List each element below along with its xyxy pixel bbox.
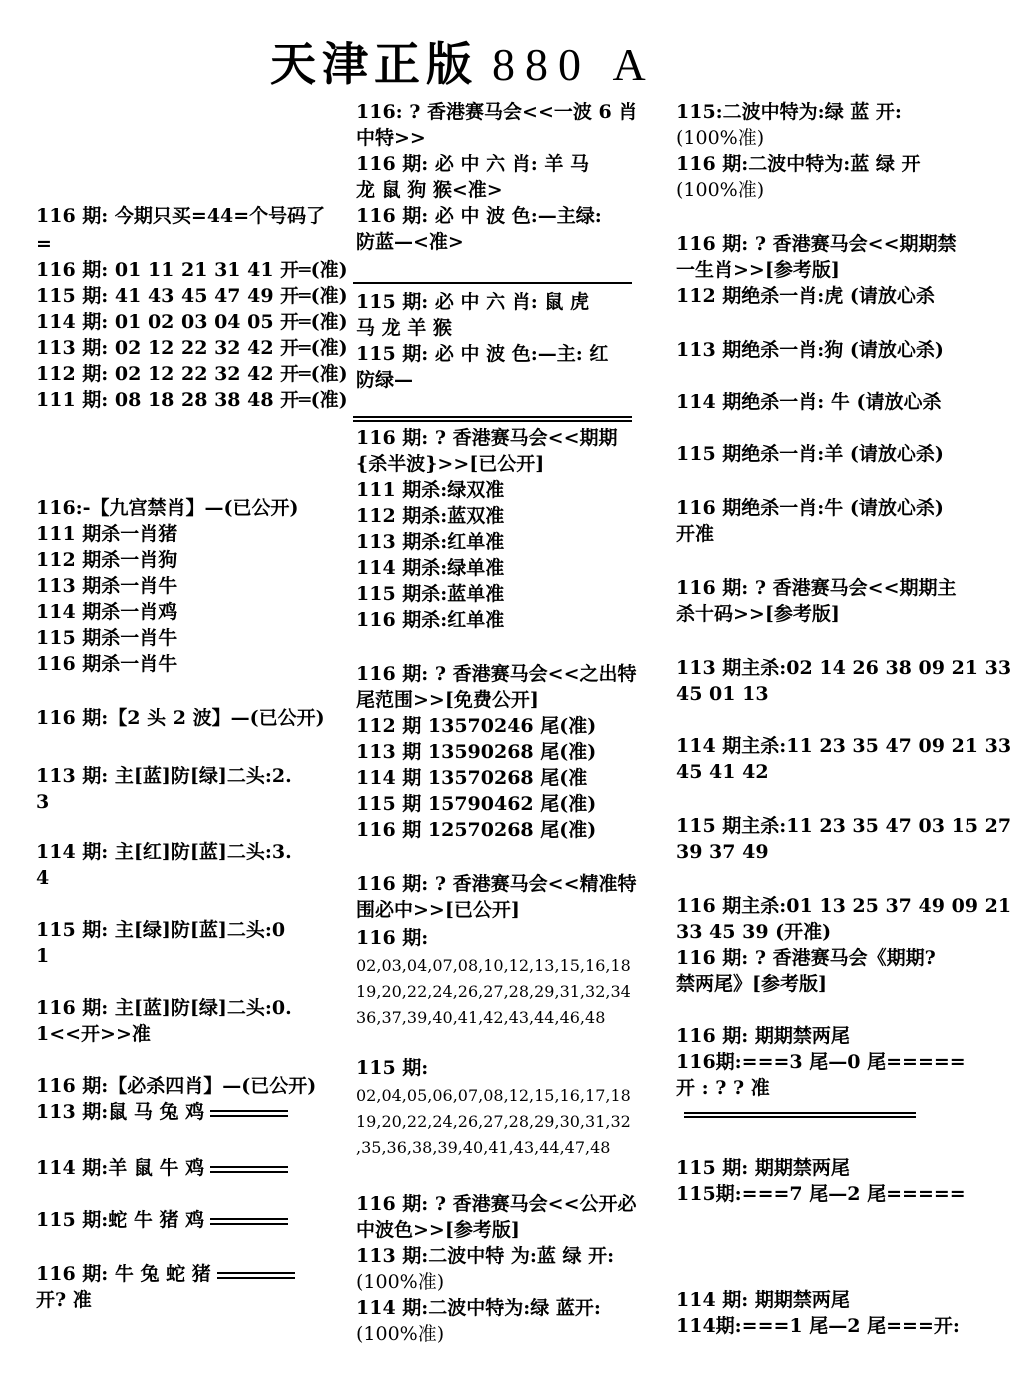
text-line: 111 期: 08 18 28 38 48 开═(准) bbox=[36, 389, 348, 411]
double-divider bbox=[353, 416, 632, 422]
text-line: 112 期 13570246 尾(准) bbox=[356, 715, 597, 737]
text-line: 113 期杀:红单准 bbox=[356, 531, 505, 553]
text-line: 115 期主杀:11 23 35 47 03 15 27 bbox=[676, 815, 1012, 837]
text-line: (100%准) bbox=[356, 1323, 445, 1345]
text-line: 116 期杀一肖牛 bbox=[36, 653, 178, 675]
text-line: 3 bbox=[36, 791, 50, 813]
text-line: 116 期: ? 香港赛马会<<精准特 bbox=[356, 873, 637, 895]
text-line: 113 期 13590268 尾(准) bbox=[356, 741, 597, 763]
text-line: 115 期: 41 43 45 47 49 开═(准) bbox=[36, 285, 348, 307]
text-line: 116 期: ? 香港赛马会<<公开必 bbox=[356, 1193, 637, 1215]
text-line: 一生肖>>[参考版] bbox=[676, 259, 840, 281]
text-line: 112 期杀一肖狗 bbox=[36, 549, 178, 571]
text-line: 尾范围>>[免费公开] bbox=[356, 689, 539, 711]
text-line: 中波色>>[参考版] bbox=[356, 1219, 520, 1241]
text-line: 开 : ? ? 准 bbox=[676, 1077, 770, 1099]
text-line: 111 期杀一肖猪 bbox=[36, 523, 178, 545]
number-list: 36,37,39,40,41,42,43,44,46,48 bbox=[356, 1008, 606, 1027]
section-heading: 116 期:【必杀四肖】—(已公开) bbox=[36, 1075, 317, 1097]
title-text: 天津正版 bbox=[270, 39, 478, 90]
text-line: 114 期 13570268 尾(准 bbox=[356, 767, 588, 789]
text-line: 115 期杀:蓝单准 bbox=[356, 583, 505, 605]
text-line bbox=[36, 1208, 288, 1232]
text-line bbox=[36, 1100, 288, 1124]
text-line: 4 bbox=[36, 867, 50, 889]
text-line: 116 期主杀:01 13 25 37 49 09 21 bbox=[676, 895, 1012, 917]
text-line: 116 期: 必 中 六 肖: 羊 马 bbox=[356, 153, 589, 175]
text-line bbox=[36, 1156, 288, 1180]
text-line: 116 期: bbox=[356, 927, 429, 949]
text-line: 马 龙 羊 猴 bbox=[356, 317, 452, 339]
text-line: 1<<开>>准 bbox=[36, 1023, 151, 1045]
double-rule bbox=[210, 1166, 288, 1173]
text-line: 杀十码>>[参考版] bbox=[676, 603, 840, 625]
text-line: {杀半波}>>[已公开] bbox=[356, 453, 545, 475]
page-title bbox=[270, 28, 656, 94]
text-line: (100%准) bbox=[676, 179, 765, 201]
text-line: 1 bbox=[36, 945, 50, 967]
text-line: 116 期: ? 香港赛马会<<期期主 bbox=[676, 577, 957, 599]
double-rule bbox=[210, 1110, 288, 1117]
text-line: 115 期: 期期禁两尾 bbox=[676, 1157, 850, 1179]
text-line: 116 期: ? 香港赛马会<<之出特 bbox=[356, 663, 637, 685]
text-line: 防绿— bbox=[356, 369, 414, 391]
number-list: 19,20,22,24,26,27,28,29,30,31,32 bbox=[356, 1112, 631, 1131]
text-line: 113 期:二波中特 为:蓝 绿 开: bbox=[356, 1245, 615, 1267]
text-line: 112 期杀:蓝双准 bbox=[356, 505, 505, 527]
text-line: 114 期主杀:11 23 35 47 09 21 33 bbox=[676, 735, 1012, 757]
text-line: 114 期: 期期禁两尾 bbox=[676, 1289, 850, 1311]
text-line: 115:二波中特为:绿 蓝 开: bbox=[676, 101, 902, 123]
text-line: 115 期绝杀一肖:羊 (请放心杀) bbox=[676, 443, 944, 465]
text-line: 114 期: 01 02 03 04 05 开═(准) bbox=[36, 311, 348, 333]
text-line: 115 期: 必 中 六 肖: 鼠 虎 bbox=[356, 291, 589, 313]
text-line: 115 期杀一肖牛 bbox=[36, 627, 178, 649]
line-text: 113 期:鼠 马 兔 鸡 bbox=[36, 1101, 205, 1123]
title-code: 880 A bbox=[492, 39, 656, 90]
text-line: 39 37 49 bbox=[676, 841, 769, 863]
text-line: 116 期:二波中特为:蓝 绿 开 bbox=[676, 153, 921, 175]
text-line: 114 期绝杀一肖: 牛 (请放心杀 bbox=[676, 391, 942, 413]
section-heading: 116 期:【2 头 2 波】—(已公开) bbox=[36, 707, 325, 729]
double-rule bbox=[217, 1272, 295, 1279]
text-line: 116 期: ? 香港赛马会《期期? bbox=[676, 947, 936, 969]
double-rule bbox=[210, 1218, 288, 1225]
text-line: 116 期绝杀一肖:牛 (请放心杀) bbox=[676, 497, 944, 519]
text-line: 围必中>>[已公开] bbox=[356, 899, 520, 921]
text-line: 112 期绝杀一肖:虎 (请放心杀 bbox=[676, 285, 935, 307]
text-line: 111 期杀:绿双准 bbox=[356, 479, 505, 501]
number-list: 19,20,22,24,26,27,28,29,31,32,34 bbox=[356, 982, 631, 1001]
text-line: 114 期杀一肖鸡 bbox=[36, 601, 178, 623]
divider bbox=[353, 282, 632, 284]
section-heading: 116:-【九宫禁肖】—(已公开) bbox=[36, 497, 299, 519]
text-line: 115期:===7 尾—2 尾===== bbox=[676, 1183, 966, 1205]
text-line: 114期:===1 尾—2 尾===开: bbox=[676, 1315, 960, 1337]
text-line: 龙 鼠 狗 猴<准> bbox=[356, 179, 503, 201]
line-text: 115 期:蛇 牛 猪 鸡 bbox=[36, 1209, 205, 1231]
number-list: 02,04,05,06,07,08,12,15,16,17,18 bbox=[356, 1086, 631, 1105]
text-line: 113 期主杀:02 14 26 38 09 21 33 bbox=[676, 657, 1012, 679]
text-line: 113 期: 02 12 22 32 42 开═(准) bbox=[36, 337, 348, 359]
text-line: 禁两尾》[参考版] bbox=[676, 973, 827, 995]
text-line: 113 期绝杀一肖:狗 (请放心杀) bbox=[676, 339, 944, 361]
text-line: 33 45 39 (开准) bbox=[676, 921, 832, 943]
text-line: 开准 bbox=[676, 523, 715, 545]
text-line: 115 期: bbox=[356, 1057, 429, 1079]
text-line: 116 期: 期期禁两尾 bbox=[676, 1025, 850, 1047]
double-divider bbox=[684, 1112, 916, 1118]
text-line: 114 期:二波中特为:绿 蓝开: bbox=[356, 1297, 601, 1319]
number-list: ,35,36,38,39,40,41,43,44,47,48 bbox=[356, 1138, 611, 1157]
text-line bbox=[36, 1262, 295, 1286]
text-line: 116 期: 01 11 21 31 41 开═(准) bbox=[36, 259, 348, 281]
text-line: 115 期: 必 中 波 色:—主: 红 bbox=[356, 343, 609, 365]
text-line: 116 期 12570268 尾(准) bbox=[356, 819, 597, 841]
text-line: 115 期 15790462 尾(准) bbox=[356, 793, 597, 815]
text-line: 开? 准 bbox=[36, 1289, 92, 1311]
text-line: (100%准) bbox=[356, 1271, 445, 1293]
text-line: 中特>> bbox=[356, 127, 426, 149]
text-line: 116 期杀:红单准 bbox=[356, 609, 505, 631]
text-line: 116 期: 今期只买=44=个号码了 bbox=[36, 205, 326, 227]
text-line: 114 期: 主[红]防[蓝]二头:3. bbox=[36, 841, 292, 863]
text-line: 116 期: ? 香港赛马会<<期期 bbox=[356, 427, 618, 449]
line-text: 116 期: 牛 兔 蛇 猪 bbox=[36, 1263, 211, 1285]
text-line: 114 期杀:绿单准 bbox=[356, 557, 505, 579]
text-line: 113 期: 主[蓝]防[绿]二头:2. bbox=[36, 765, 292, 787]
text-line: 113 期杀一肖牛 bbox=[36, 575, 178, 597]
text-line: 112 期: 02 12 22 32 42 开═(准) bbox=[36, 363, 348, 385]
text-line: 45 01 13 bbox=[676, 683, 769, 705]
text-line: (100%准) bbox=[676, 127, 765, 149]
text-line: 116 期: 必 中 波 色:—主绿: bbox=[356, 205, 602, 227]
line-text: 114 期:羊 鼠 牛 鸡 bbox=[36, 1157, 205, 1179]
text-line: 116 期: 主[蓝]防[绿]二头:0. bbox=[36, 997, 292, 1019]
text-line: 115 期: 主[绿]防[蓝]二头:0 bbox=[36, 919, 286, 941]
text-line: 45 41 42 bbox=[676, 761, 769, 783]
text-line: = bbox=[36, 233, 52, 255]
number-list: 02,03,04,07,08,10,12,13,15,16,18 bbox=[356, 956, 631, 975]
text-line: 116期:===3 尾—0 尾===== bbox=[676, 1051, 966, 1073]
text-line: 116 期: ? 香港赛马会<<期期禁 bbox=[676, 233, 957, 255]
text-line: 116: ? 香港赛马会<<一波 6 肖 bbox=[356, 101, 638, 123]
text-line: 防蓝—<准> bbox=[356, 231, 464, 253]
